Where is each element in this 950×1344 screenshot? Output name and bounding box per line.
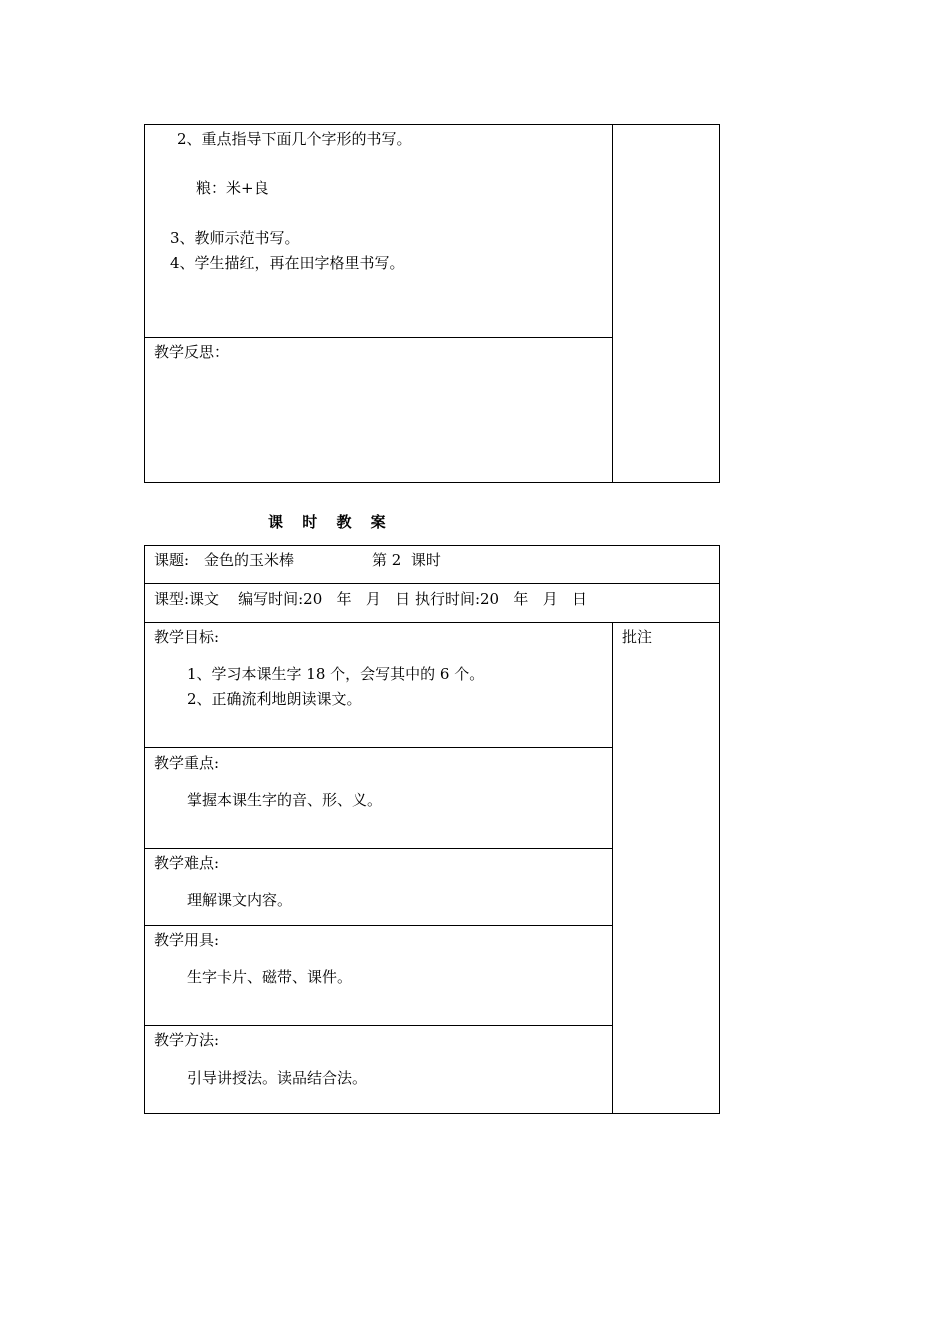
topic-label: 课题:: [154, 551, 190, 569]
reflection-label: 教学反思：: [154, 343, 230, 361]
top-table-column-divider: [612, 124, 613, 483]
content-line-2: 粮：米+良: [196, 179, 269, 197]
type-row: 课型:课文 编写时间:20 年 月 日 执行时间:20 年 月 日: [154, 590, 588, 608]
difficulties-label: 教学难点:: [154, 854, 220, 872]
lesson-plan-title: 课 时 教 案: [268, 513, 393, 531]
materials-line-1: 生字卡片、磁带、课件。: [187, 968, 353, 986]
key-points-line-1: 掌握本课生字的音、形、义。: [187, 791, 383, 809]
annotation-column-divider: [612, 622, 613, 1114]
goals-line-2: 2、正确流利地朗读课文。: [187, 690, 362, 708]
goals-label: 教学目标:: [154, 628, 220, 646]
content-line-3: 3、教师示范书写。: [170, 229, 300, 247]
methods-line-1: 引导讲授法。读品结合法。: [187, 1069, 368, 1087]
content-line-1: 2、重点指导下面几个字形的书写。: [177, 130, 412, 148]
row-divider-materials: [144, 1025, 612, 1026]
lesson-period: 第 2 课时: [372, 551, 441, 569]
topic-value: 金色的玉米棒: [204, 551, 295, 569]
content-line-4: 4、学生描红，再在田字格里书写。: [170, 254, 405, 272]
methods-label: 教学方法:: [154, 1031, 220, 1049]
difficulties-line-1: 理解课文内容。: [187, 891, 293, 909]
goals-line-1: 1、学习本课生字 18 个，会写其中的 6 个。: [187, 665, 485, 683]
row-divider-difficulties: [144, 925, 612, 926]
row-divider-topic: [144, 583, 720, 584]
materials-label: 教学用具:: [154, 931, 220, 949]
key-points-label: 教学重点:: [154, 754, 220, 772]
annotation-label: 批注: [622, 628, 653, 646]
row-divider-type: [144, 622, 720, 623]
row-divider-goals: [144, 747, 612, 748]
row-divider-key-points: [144, 848, 612, 849]
top-table-row-divider: [144, 337, 612, 338]
